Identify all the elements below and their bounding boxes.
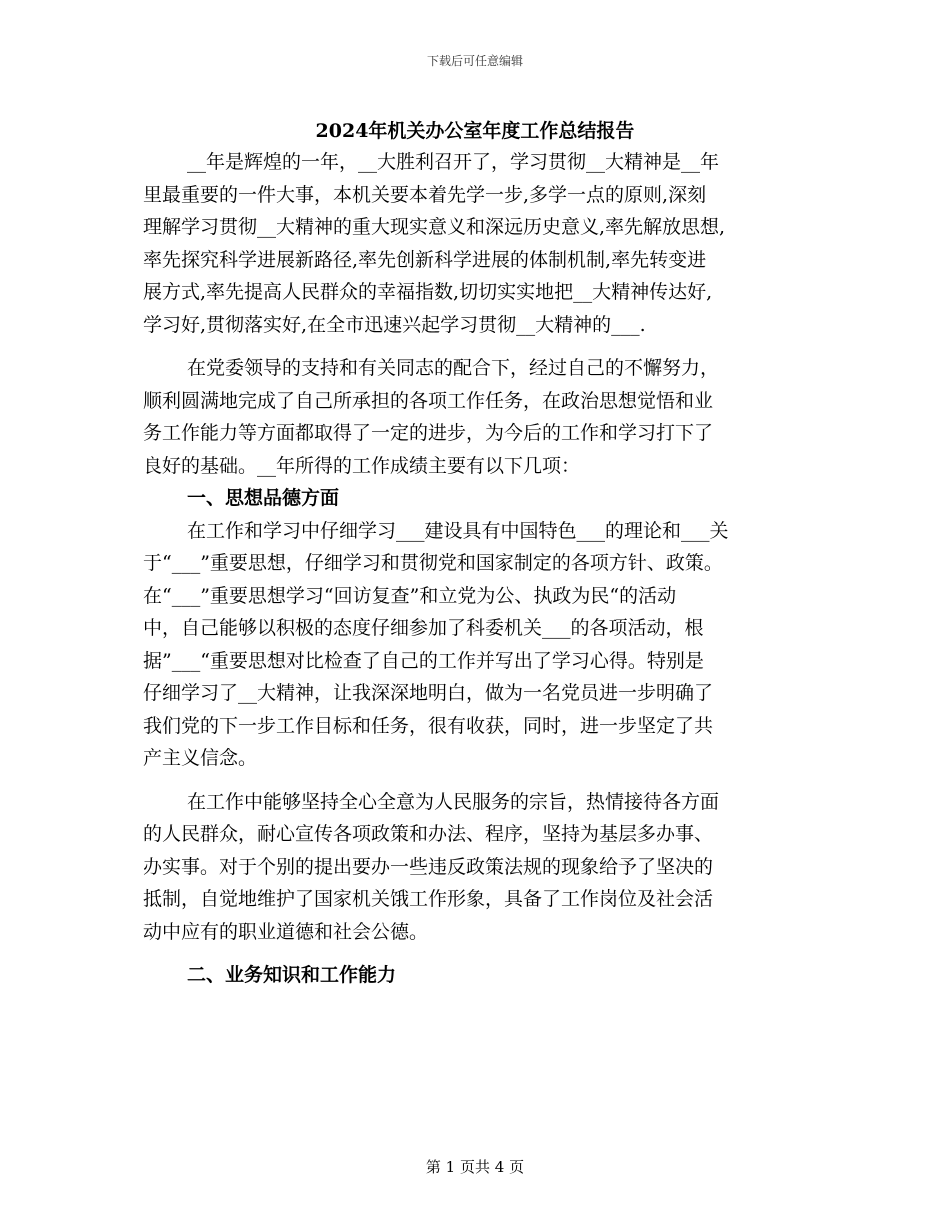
text-line: 仔细学习了__大精神，让我深深地明白，做为一名党员进一步明确了 (143, 682, 714, 704)
text-line: 在工作中能够坚持全心全意为人民服务的宗旨，热情接待各方面 (187, 790, 720, 813)
text-line: 办实事。对于个别的提出要办一些违反政策法规的现象给予了坚决的 (143, 855, 714, 878)
text-line: 我们党的下一步工作目标和任务，很有收获，同时，进一步坚定了共 (143, 714, 714, 737)
text-line: 良好的基础。__年所得的工作成绩主要有以下几项： (143, 454, 581, 477)
text-line: 中，自己能够以积极的态度仔细参加了科委机关___的各项活动，根 (143, 617, 704, 639)
text-line: 务工作能力等方面都取得了一定的进步，为今后的工作和学习打下了 (143, 422, 714, 444)
text-line: 抵制，自觉地维护了国家机关饿工作形象，具备了工作岗位及社会活 (143, 888, 714, 910)
paragraph-4 (143, 786, 823, 949)
text-line: 的人民群众，耐心宣传各项政策和办法、程序，坚持为基层多办事、 (143, 823, 714, 845)
text-line: 于“___”重要思想，仔细学习和贯彻党和国家制定的各项方针、政策。 (143, 552, 723, 574)
text-line: 在党委领导的支持和有关同志的配合下，经过自己的不懈努力， (187, 357, 720, 379)
text-line: 动中应有的职业道德和社会公德。 (143, 920, 429, 943)
text-line: 展方式,率先提高人民群众的幸福指数,切切实实地把__大精神传达好, (143, 281, 713, 303)
paragraph-2 (143, 352, 823, 482)
text-line: 在“___”重要思想学习“回访复查”和立党为公、执政为民“的活动 (143, 584, 677, 607)
page-footer: 第 1 页共 4 页 (425, 1158, 525, 1176)
text-line: 学习好,贯彻落实好,在全市迅速兴起学习贯彻__大精神的___. (143, 313, 646, 336)
section-heading-2: 二、业务知识和工作能力 (187, 964, 397, 986)
text-line: __年是辉煌的一年，__大胜利召开了，学习贯彻__大精神是__年 (187, 151, 720, 173)
text-line: 在工作和学习中仔细学习___建设具有中国特色___的理论和___关 (187, 519, 729, 542)
text-line: 率先探究科学进展新路径,率先创新科学进展的体制机制,率先转变进 (143, 248, 707, 271)
section-heading-1: 一、思想品德方面 (187, 487, 340, 509)
paragraph-3 (143, 515, 823, 775)
page-header: 下载后可任意编辑 (426, 54, 523, 68)
text-line: 里最重要的一件大事，本机关要本着先学一步,多学一点的原则,深刻 (143, 183, 707, 206)
text-line: 理解学习贯彻__大精神的重大现实意义和深远历史意义,率先解放思想, (143, 216, 726, 238)
paragraph-1 (143, 146, 823, 341)
document-title: 2024年机关办公室年度工作总结报告 (315, 120, 635, 142)
document-body (143, 146, 823, 992)
text-line: 顺利圆满地完成了自己所承担的各项工作任务，在政治思想觉悟和业 (143, 389, 714, 412)
text-line: 据”___“重要思想对比检查了自己的工作并写出了学习心得。特别是 (143, 649, 704, 672)
text-line: 产主义信念。 (143, 747, 258, 769)
